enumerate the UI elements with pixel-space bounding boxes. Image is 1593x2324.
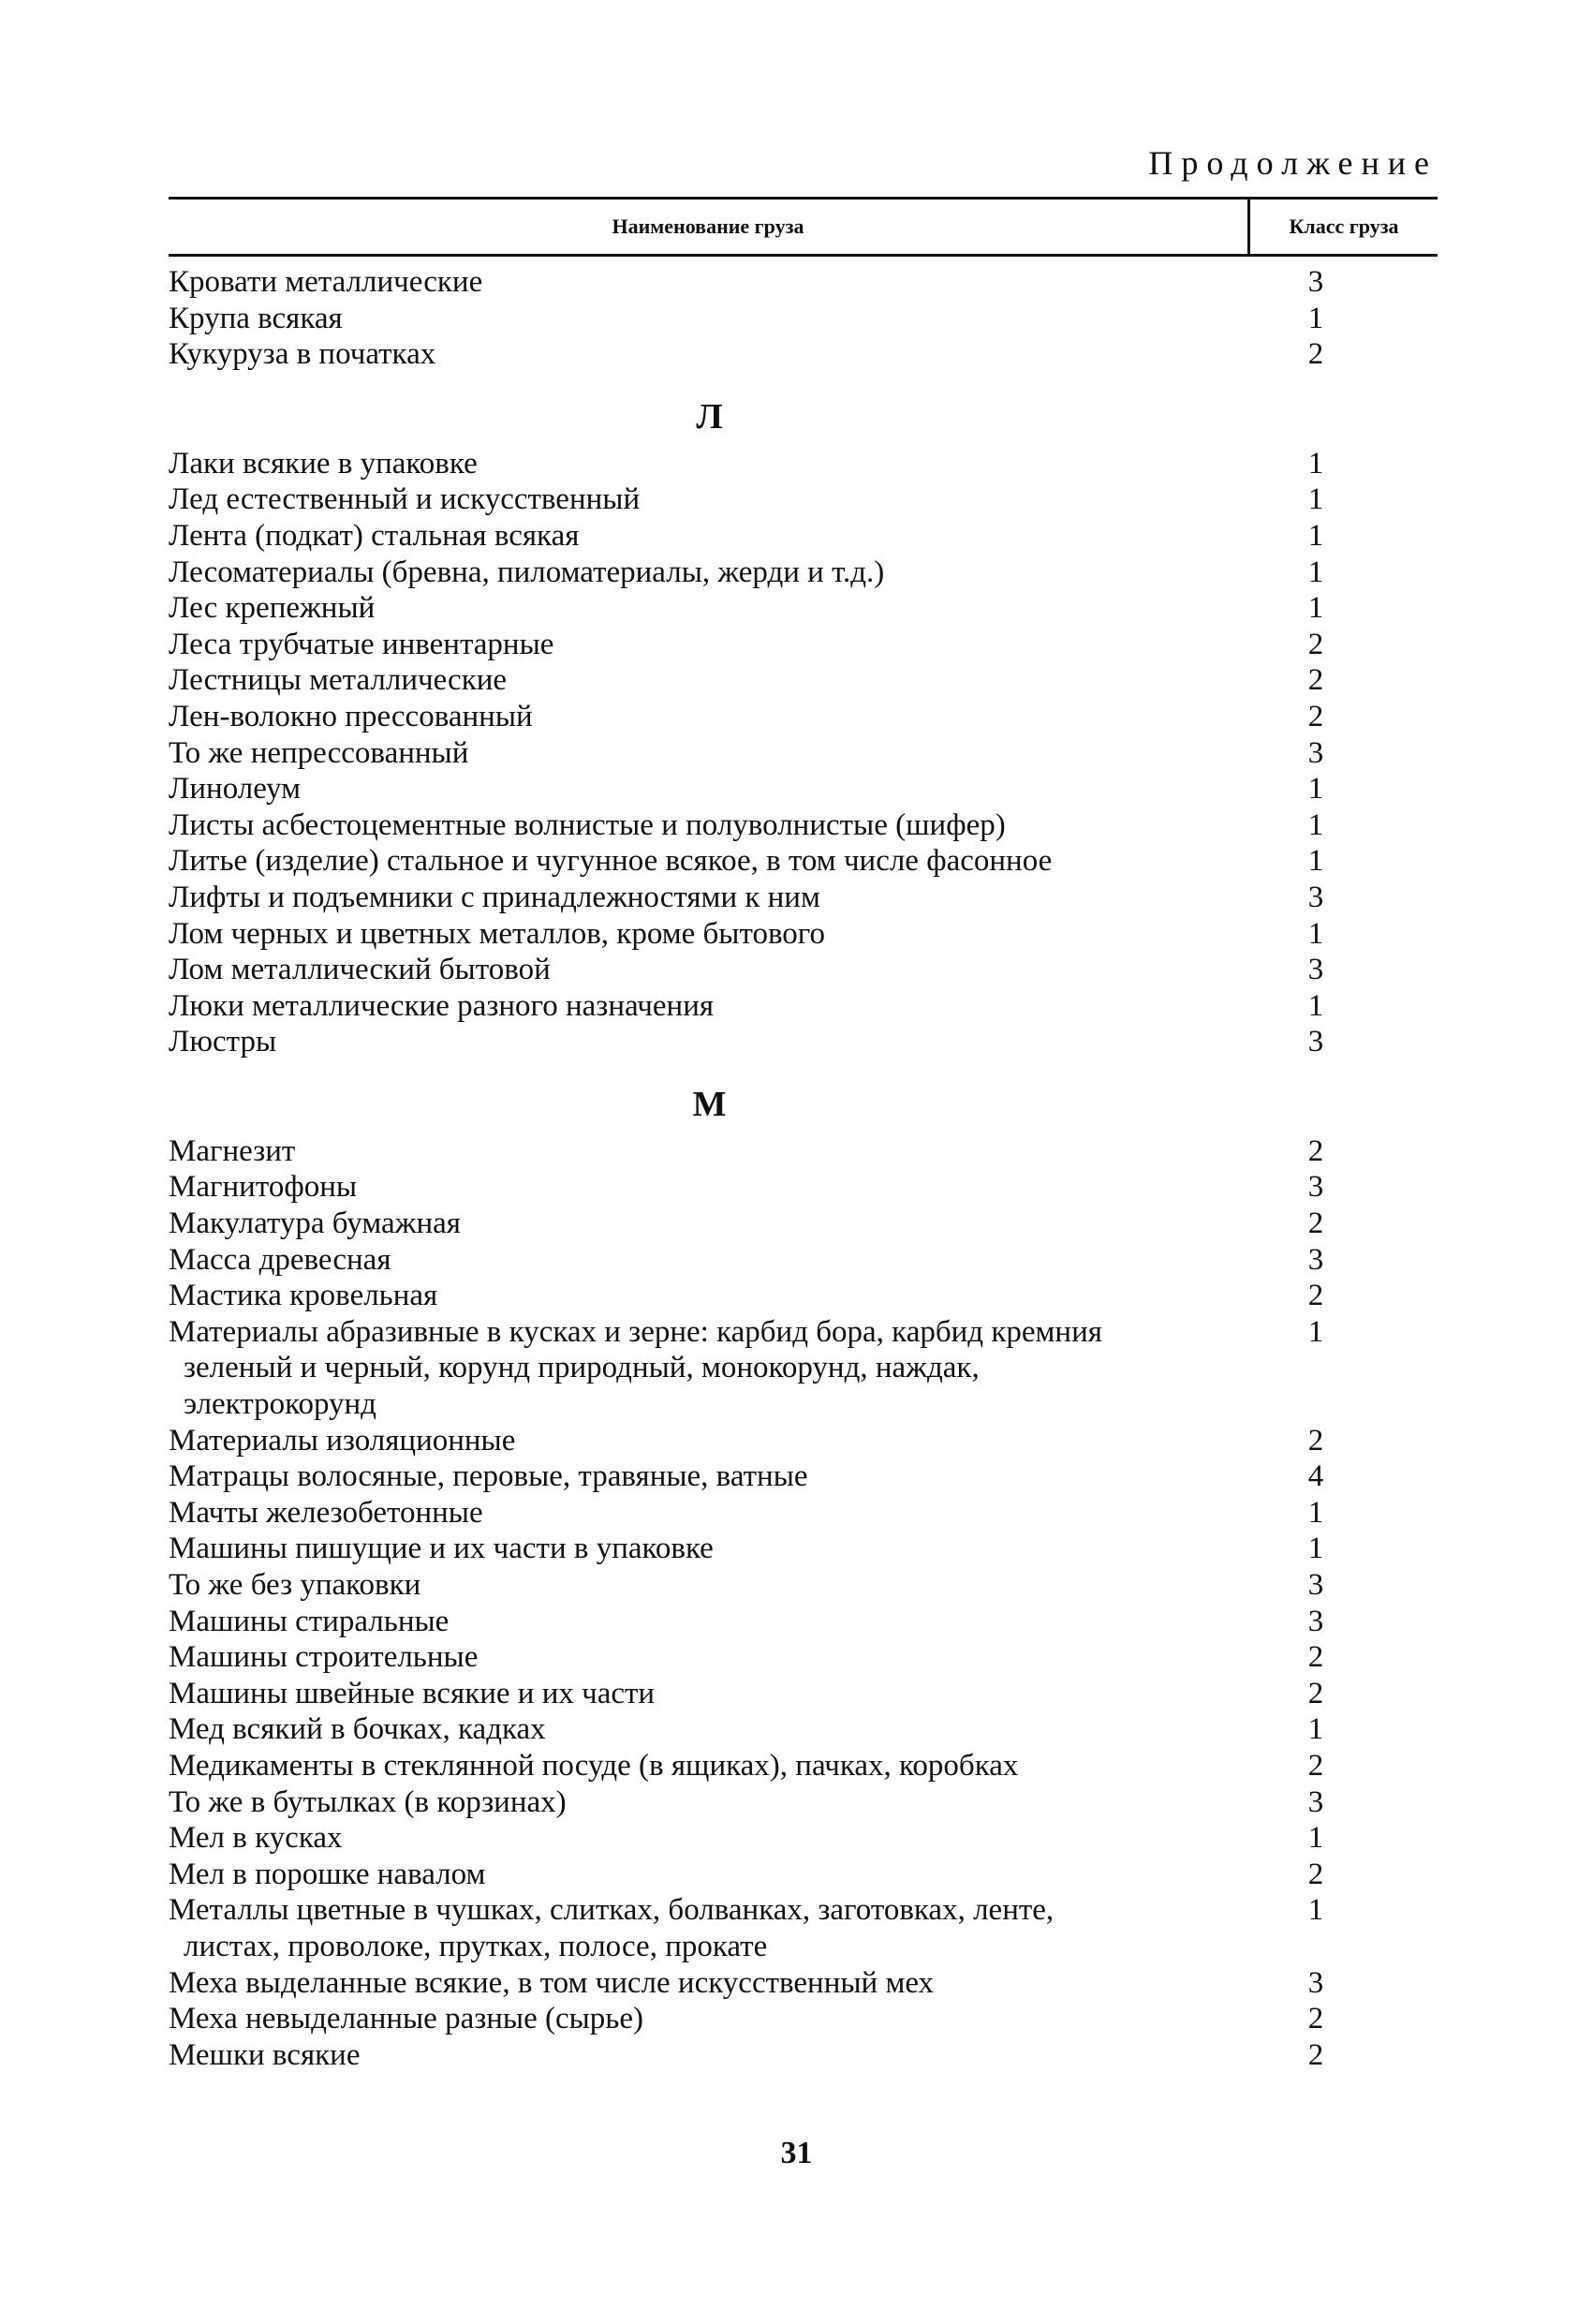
cargo-name-text: Материалы изоляционные <box>169 1423 516 1458</box>
cargo-name-text: Лестницы металлические <box>169 663 508 698</box>
cargo-name-text: Мачты железобетонные <box>169 1495 483 1530</box>
table-row <box>169 264 1438 301</box>
cargo-class: 3 <box>1307 1965 1324 2000</box>
cargo-name-text: Лом черных и цветных металлов, кроме бытового <box>169 916 826 951</box>
table-row <box>169 1242 1438 1279</box>
table-row <box>169 336 1438 373</box>
table-row <box>169 916 1438 953</box>
cargo-name <box>169 1567 1250 1604</box>
cargo-name <box>169 481 1250 518</box>
cargo-name-text: Металлы цветные в чушках, слитках, болванках, заготовках, ленте, <box>169 1893 1055 1928</box>
cargo-name-text: Машины пишущие и их части в упаковке <box>169 1532 714 1566</box>
cargo-class: 3 <box>1307 880 1324 914</box>
cargo-name <box>169 1531 1250 1567</box>
cargo-class: 3 <box>1307 265 1324 299</box>
cargo-class: 3 <box>1307 1242 1324 1277</box>
table-row <box>169 1965 1438 2002</box>
table-row <box>169 481 1438 518</box>
cargo-name-text: Машины стиральные <box>169 1604 450 1638</box>
table-row <box>169 518 1438 555</box>
cargo-name-text: Люстры <box>169 1025 277 1059</box>
cargo-name <box>169 446 1250 482</box>
cargo-name-text: Машины строительные <box>169 1640 479 1675</box>
table-row <box>169 1892 1438 1964</box>
cargo-name <box>169 1495 1250 1532</box>
table-row <box>169 1314 1438 1423</box>
cargo-class: 2 <box>1307 1676 1324 1710</box>
cargo-name-text: Мел в кусках <box>169 1821 343 1856</box>
cargo-class: 3 <box>1307 953 1324 987</box>
cargo-name <box>169 1169 1250 1206</box>
cargo-name-text: Матрацы волосяные, перовые, травяные, ватные <box>169 1459 808 1494</box>
cargo-name-text: Мешки всякие <box>169 2037 361 2072</box>
cargo-name-continuation: листах, проволоке, прутках, полосе, прокате <box>184 1929 768 1963</box>
cargo-name-text: Лифты и подъемники с принадлежностями к ним <box>169 880 820 914</box>
cargo-name <box>169 1676 1250 1712</box>
cargo-class: 1 <box>1307 1532 1324 1566</box>
cargo-class: 3 <box>1307 1025 1324 1059</box>
cargo-name <box>169 1133 1250 1170</box>
table-row <box>169 1133 1438 1170</box>
cargo-class: 1 <box>1307 844 1324 879</box>
cargo-class: 2 <box>1307 1279 1324 1313</box>
cargo-class: 3 <box>1307 1604 1324 1638</box>
cargo-name-text: То же без упаковки <box>169 1568 421 1602</box>
table-row <box>169 880 1438 916</box>
cargo-class: 1 <box>1307 591 1324 626</box>
cargo-name <box>169 1820 1250 1857</box>
cargo-name <box>169 1639 1250 1676</box>
cargo-name-text: Макулатура бумажная <box>169 1206 461 1241</box>
cargo-class: 1 <box>1307 446 1324 481</box>
cargo-name <box>169 1965 1250 2002</box>
cargo-name-text: Листы асбестоцементные волнистые и полуволнистые (шифер) <box>169 807 1006 842</box>
table-header <box>169 197 1438 257</box>
cargo-class: 1 <box>1307 1821 1324 1856</box>
group-l <box>169 446 1438 1060</box>
cargo-name-text: Лес крепежный <box>169 591 376 626</box>
table-row <box>169 301 1438 337</box>
table-row <box>169 1458 1438 1495</box>
table-row <box>169 2001 1438 2037</box>
cargo-name-text: Литье (изделие) стальное и чугунное всякое, в том числе фасонное <box>169 844 1053 879</box>
cargo-name-text: Лом металлический бытовой <box>169 953 551 987</box>
table-row <box>169 1567 1438 1604</box>
cargo-class: 1 <box>1307 1712 1324 1747</box>
cargo-class: 1 <box>1307 301 1324 335</box>
table-row <box>169 662 1438 699</box>
cargo-class: 1 <box>1307 988 1324 1023</box>
cargo-name-text: Линолеум <box>169 772 302 807</box>
cargo-name <box>169 1278 1250 1314</box>
table-row <box>169 2037 1438 2074</box>
cargo-class: 1 <box>1307 555 1324 589</box>
cargo-name-text: Кукуруза в початках <box>169 337 436 372</box>
table-row <box>169 1639 1438 1676</box>
cargo-name <box>169 518 1250 555</box>
cargo-name <box>169 301 1250 337</box>
cargo-name <box>169 952 1250 988</box>
continuation-label: Продолжение <box>1148 144 1438 182</box>
cargo-name-text: То же непрессованный <box>169 735 469 770</box>
cargo-name-text: Лед естественный и искусственный <box>169 482 641 517</box>
cargo-class: 1 <box>1307 772 1324 807</box>
cargo-class: 2 <box>1307 1423 1324 1458</box>
table-row <box>169 1206 1438 1242</box>
table-row <box>169 1676 1438 1712</box>
cargo-name <box>169 880 1250 916</box>
cargo-name <box>169 1423 1250 1459</box>
table-row <box>169 627 1438 663</box>
cargo-name-text: Лен-волокно прессованный <box>169 699 533 733</box>
cargo-class: 3 <box>1307 1170 1324 1205</box>
cargo-name <box>169 1206 1250 1242</box>
cargo-name <box>169 988 1250 1025</box>
cargo-name-text: Леса трубчатые инвентарные <box>169 627 554 661</box>
cargo-name <box>169 807 1250 844</box>
cargo-name <box>169 843 1250 880</box>
table-row <box>169 771 1438 807</box>
cargo-class: 2 <box>1307 1748 1324 1783</box>
table-row <box>169 446 1438 482</box>
cargo-name-text: Меха выделанные всякие, в том числе искусственный мех <box>169 1965 935 2000</box>
table-row <box>169 988 1438 1025</box>
table-row <box>169 1820 1438 1857</box>
cargo-name-text: Кровати металлические <box>169 265 483 299</box>
table-row <box>169 1748 1438 1784</box>
cargo-name <box>169 1892 1250 1964</box>
cargo-name <box>169 590 1250 627</box>
cargo-name <box>169 1604 1250 1640</box>
cargo-class: 1 <box>1307 1893 1324 1928</box>
cargo-name-text: Машины швейные всякие и их части <box>169 1676 656 1710</box>
cargo-class: 2 <box>1307 2002 1324 2036</box>
header-cargo-name: Наименование груза <box>169 200 1250 254</box>
cargo-name <box>169 662 1250 699</box>
cargo-class: 1 <box>1307 916 1324 951</box>
table-row <box>169 807 1438 844</box>
cargo-name <box>169 264 1250 301</box>
cargo-class: 2 <box>1307 699 1324 733</box>
cargo-name <box>169 1784 1250 1821</box>
cargo-name <box>169 1857 1250 1893</box>
cargo-name <box>169 627 1250 663</box>
cargo-class: 3 <box>1307 1784 1324 1819</box>
table-row <box>169 952 1438 988</box>
table-row <box>169 1024 1438 1060</box>
cargo-class: 4 <box>1307 1459 1324 1494</box>
cargo-class: 1 <box>1307 807 1324 842</box>
cargo-name <box>169 2037 1250 2074</box>
cargo-name-text: Люки металлические разного назначения <box>169 988 715 1023</box>
cargo-name <box>169 1748 1250 1784</box>
cargo-name <box>169 771 1250 807</box>
cargo-class: 3 <box>1307 735 1324 770</box>
section-letter-l: Л <box>696 396 723 437</box>
cargo-class: 3 <box>1307 1568 1324 1602</box>
cargo-name <box>169 1458 1250 1495</box>
cargo-class: 1 <box>1307 518 1324 553</box>
cargo-name-text: Магнезит <box>169 1133 296 1168</box>
cargo-name-text: Мел в порошке навалом <box>169 1857 486 1891</box>
cargo-class: 2 <box>1307 2037 1324 2072</box>
cargo-name-text: Масса древесная <box>169 1242 391 1277</box>
cargo-name-continuation: электрокорунд <box>184 1387 376 1422</box>
cargo-name <box>169 1024 1250 1060</box>
cargo-class: 1 <box>1307 1314 1324 1349</box>
table-row <box>169 699 1438 735</box>
table-row <box>169 1711 1438 1748</box>
cargo-name-text: Магнитофоны <box>169 1170 358 1205</box>
cargo-name <box>169 2001 1250 2037</box>
cargo-name-text: Лаки всякие в упаковке <box>169 446 478 481</box>
cargo-name <box>169 916 1250 953</box>
cargo-class: 2 <box>1307 1640 1324 1675</box>
cargo-name-text: То же в бутылках (в корзинах) <box>169 1784 567 1819</box>
table-row <box>169 735 1438 772</box>
cargo-name <box>169 1711 1250 1748</box>
table-row <box>169 1495 1438 1532</box>
section-letter-m: М <box>692 1084 727 1124</box>
cargo-name <box>169 735 1250 772</box>
header-cargo-class: Класс груза <box>1289 215 1399 238</box>
table-row <box>169 590 1438 627</box>
cargo-name-text: Мастика кровельная <box>169 1279 438 1313</box>
table-row <box>169 555 1438 591</box>
cargo-name-text: Лесоматериалы (бревна, пиломатериалы, жерди и т.д.) <box>169 555 885 589</box>
table-row <box>169 1531 1438 1567</box>
document-page <box>169 141 1438 2073</box>
cargo-class: 2 <box>1307 663 1324 698</box>
cargo-name <box>169 1242 1250 1279</box>
table-row <box>169 1169 1438 1206</box>
cargo-name <box>169 699 1250 735</box>
cargo-class: 1 <box>1307 482 1324 517</box>
cargo-class: 2 <box>1307 1857 1324 1891</box>
cargo-class: 2 <box>1307 627 1324 661</box>
table-body <box>169 264 1438 2073</box>
group-m <box>169 1133 1438 2073</box>
table-row <box>169 1423 1438 1459</box>
cargo-name-text: Крупа всякая <box>169 301 343 335</box>
cargo-name-text: Меха невыделанные разные (сырье) <box>169 2002 643 2036</box>
table-row <box>169 1857 1438 1893</box>
cargo-name-text: Мед всякий в бочках, кадках <box>169 1712 546 1747</box>
cargo-name <box>169 555 1250 591</box>
group-k <box>169 264 1438 373</box>
cargo-class: 2 <box>1307 1133 1324 1168</box>
cargo-class: 2 <box>1307 1206 1324 1241</box>
table-row <box>169 843 1438 880</box>
cargo-name <box>169 336 1250 373</box>
cargo-name-text: Медикаменты в стеклянной посуде (в ящиках), пачках, коробках <box>169 1748 1019 1783</box>
cargo-name-text: Материалы абразивные в кусках и зерне: карбид бора, карбид кремния <box>169 1314 1102 1349</box>
cargo-name <box>169 1314 1250 1423</box>
table-row <box>169 1604 1438 1640</box>
table-row <box>169 1278 1438 1314</box>
page-number: 31 <box>780 2136 813 2170</box>
table-row <box>169 1784 1438 1821</box>
cargo-class: 1 <box>1307 1495 1324 1530</box>
cargo-class: 2 <box>1307 337 1324 372</box>
cargo-name-text: Лента (подкат) стальная всякая <box>169 518 580 553</box>
cargo-name-continuation: зеленый и черный, корунд природный, монокорунд, наждак, <box>184 1351 980 1385</box>
